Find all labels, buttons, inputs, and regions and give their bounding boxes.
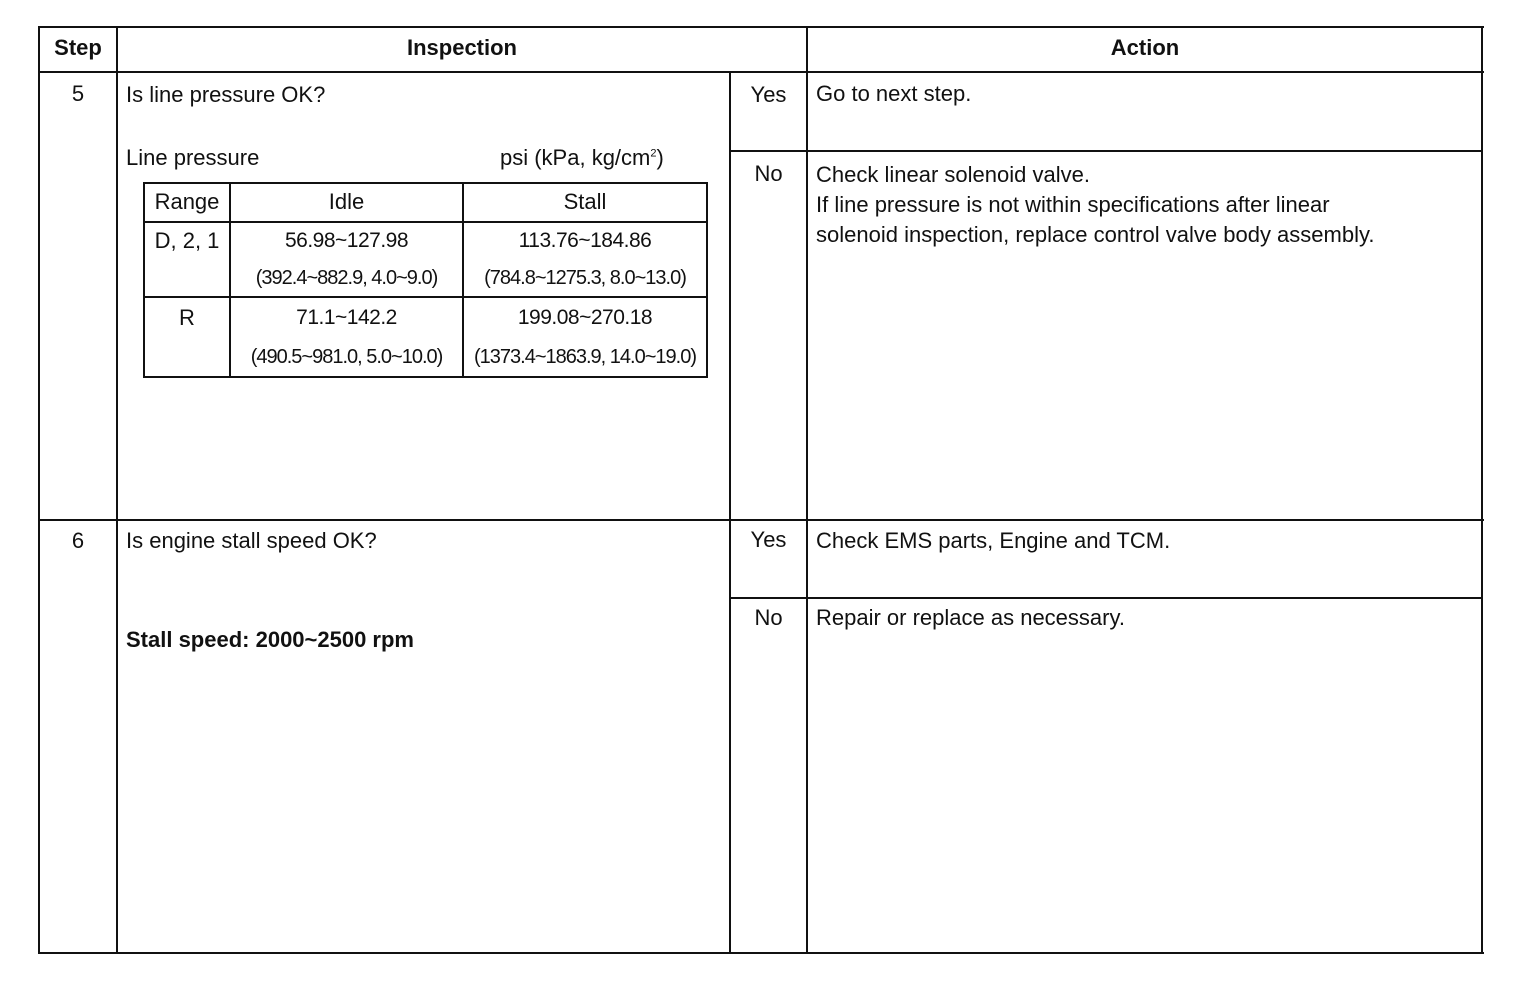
table-border-bottom: [38, 952, 1484, 954]
yes-action: Check EMS parts, Engine and TCM.: [816, 528, 1171, 553]
spec-idle-psi-d21: 56.98~127.98: [284, 229, 409, 252]
inspection-question: Is engine stall speed OK?: [126, 528, 377, 553]
spec-header-stall: Stall: [563, 189, 607, 214]
header-action: Action: [1110, 35, 1180, 60]
spec-stall-psi-r: 199.08~270.18: [517, 306, 653, 329]
row6-yes-no-divider: [729, 597, 1483, 599]
row-divider: [38, 519, 1484, 521]
spec-idle-metric-d21: (392.4~882.9, 4.0~9.0): [255, 267, 438, 289]
spec-table-border-bottom: [143, 376, 708, 378]
no-label: No: [754, 605, 783, 630]
spec-stall-metric-d21: (784.8~1275.3, 8.0~13.0): [484, 267, 686, 289]
spec-range-d21: D, 2, 1: [154, 228, 220, 253]
table-border-right: [1481, 26, 1483, 954]
no-action-line-1: Check linear solenoid valve.: [816, 162, 1090, 187]
header-inspection: Inspection: [406, 35, 517, 60]
yes-label: Yes: [750, 82, 787, 107]
table-border-left: [38, 26, 40, 954]
spec-idle-metric-r: (490.5~981.0, 5.0~10.0): [250, 346, 443, 368]
no-action-line-3: solenoid inspection, replace control valve body assembly.: [816, 222, 1375, 247]
row5-yes-no-divider: [729, 150, 1483, 152]
action-column-divider: [806, 26, 808, 954]
spec-table-row-divider: [143, 296, 708, 298]
spec-table-header-divider: [143, 221, 708, 223]
spec-range-r: R: [179, 305, 195, 330]
yesno-column-divider: [729, 71, 731, 954]
yes-label: Yes: [750, 527, 787, 552]
header-divider: [38, 71, 1484, 73]
spec-table-border-top: [143, 182, 708, 184]
spec-header-idle: Idle: [328, 189, 365, 214]
table-border-top: [38, 26, 1484, 28]
yes-action: Go to next step.: [816, 81, 972, 106]
inspection-question: Is line pressure OK?: [126, 82, 326, 107]
spec-stall-metric-r: (1373.4~1863.9, 14.0~19.0): [474, 346, 696, 368]
no-action: Repair or replace as necessary.: [816, 605, 1125, 630]
spec-idle-psi-r: 71.1~142.2: [296, 306, 397, 329]
header-step: Step: [54, 35, 102, 60]
no-label: No: [754, 161, 783, 186]
step-number: 5: [71, 81, 85, 106]
spec-stall-psi-d21: 113.76~184.86: [518, 229, 652, 252]
step-column-divider: [116, 26, 118, 954]
step-number: 6: [71, 528, 85, 553]
no-action-line-2: If line pressure is not within specifications after linear: [816, 192, 1330, 217]
stall-speed-note: Stall speed: 2000~2500 rpm: [126, 627, 414, 652]
spec-unit: psi (kPa, $kg/cm^2$): [500, 145, 664, 170]
spec-table-border-right: [706, 182, 708, 378]
spec-header-range: Range: [154, 189, 220, 214]
spec-label: Line pressure: [126, 145, 260, 170]
